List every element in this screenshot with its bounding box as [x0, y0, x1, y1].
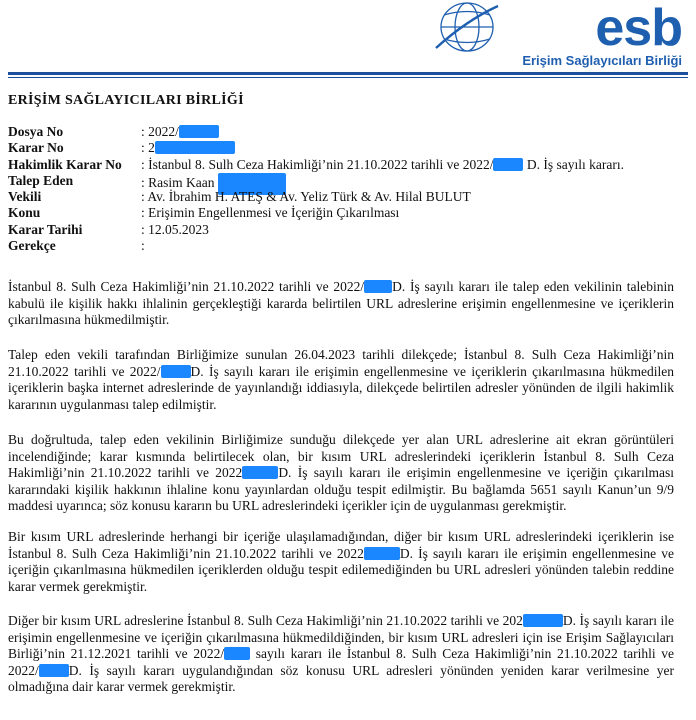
redaction-box — [155, 141, 235, 154]
field-value: : 2022/ — [141, 124, 688, 140]
redaction-box — [523, 614, 563, 627]
redaction-box — [161, 365, 191, 378]
paragraph: İstanbul 8. Sulh Ceza Hakimliği’nin 21.10.2022 tarihli ve 2022/ D. İş sayılı kararı ile talep eden vekilinin talebinin kabulü ile kişilik hakkı ihlalinin gerçekleştiği kararda belirtilen URL adreslerine erişimin engellenmesine ve içeriklerin çıkarılmasına hükmedilmiştir. — [8, 279, 674, 327]
field-label: Gerekçe — [8, 238, 56, 254]
redaction-box — [179, 125, 219, 138]
field-konu — [8, 205, 688, 221]
redaction-box — [39, 664, 69, 677]
paragraph: Bir kısım URL adreslerinde herhangi bir içeriğe ulaşılamadığından, diğer bir kısım URL adreslerindeki içeriklerin ise İstanbul 8. Sulh Ceza Hakimliği’nin 21.10.2022 tarihli ve 2022 D. İş sayılı kararı ile erişimin engellenmesine ve içeriğin çıkarılmasına hükmedilen içeriklerden olduğu tespit edilemediğinden bu URL adresleri yönünden talebin reddine karar vermek gerekmiştir. — [8, 529, 674, 594]
field-label: Dosya No — [8, 124, 64, 139]
header-rule — [8, 72, 688, 75]
field-value: : İstanbul 8. Sulh Ceza Hakimliği’nin 21.10.2022 tarihli ve 2022/ D. İş sayılı kararı. — [141, 156, 624, 172]
field-label: Talep Eden — [8, 172, 74, 188]
esb-logo — [432, 0, 682, 72]
globe-icon — [434, 0, 500, 56]
document-title: ERİŞİM SAĞLAYICILARI BİRLİĞİ — [8, 93, 244, 108]
redaction-box — [242, 466, 278, 479]
field-label: Karar No — [8, 140, 64, 156]
field-dosya-no — [8, 124, 688, 140]
paragraph: Talep eden vekili tarafından Birliğimize sunulan 26.04.2023 tarihli dilekçede; İstanbul 8. Sulh Ceza Hakimliği’nin 21.10.2022 tarihli ve 2022/ D. İş sayılı kararı ile erişimin engellenmesine ve içeriklerin çıkarılmasına hükmedilen içeriklerin başka internet adreslerinde de yayınlandığı iddiasıyla, dilekçede belirtilen adresler yönünden de ilgili hakimlik kararının uygulanması talep edilmiştir. — [8, 347, 674, 412]
case-details — [8, 124, 688, 254]
field-talep-eden — [8, 173, 688, 189]
redaction-box — [224, 647, 250, 660]
field-value: : 12.05.2023 — [141, 221, 209, 237]
field-value: : Av. İbrahim H. ATEŞ & Av. Yeliz Türk & Av. Hilal BULUT — [141, 189, 471, 205]
field-value: : Rasim Kaan — [141, 173, 688, 189]
field-label: Karar Tarihi — [8, 221, 83, 237]
logo-brand: esb — [595, 0, 682, 57]
header-rule-thin — [8, 77, 688, 78]
redaction-box — [493, 158, 523, 171]
field-value: : — [141, 238, 145, 254]
field-label: Vekili — [8, 189, 42, 205]
paragraph: Bu doğrultuda, talep eden vekilinin Birliğimize sunduğu dilekçede yer alan URL adreslerine ait ekran görüntüleri incelendiğinde; karar kısmında belirtilecek olan, bir kısım URL adreslerindeki içeriklerin İstanbul 8. Sulh Ceza Hakimliği’nin 21.10.2022 tarihli ve 2022 D. İş sayılı kararı ile erişimin engellenmesine ve içeriğin çıkarılması kararındaki kişilik hakkının ihlaline konu yayınlardan olduğu tespit edilmiştir. Bu bağlamda 5651 sayılı Kanun’un 9/9 maddesi uyarınca; söz konusu kararın bu URL adreslerindeki içerikler için de uygulanması gerekmiştir. — [8, 432, 674, 513]
field-label: Hakimlik Karar No — [8, 156, 122, 172]
logo-subtitle: Erişim Sağlayıcıları Birliği — [522, 53, 682, 68]
redaction-box — [364, 280, 392, 293]
field-hakimlik-karar-no — [8, 157, 688, 173]
field-gerekce — [8, 238, 688, 254]
field-karar-no — [8, 140, 688, 156]
field-label: Konu — [8, 205, 41, 221]
field-karar-tarihi — [8, 222, 688, 238]
field-vekili — [8, 189, 688, 205]
redaction-box — [364, 547, 400, 560]
field-value: : Erişimin Engellenmesi ve İçeriğin Çıkarılması — [141, 205, 400, 221]
field-value: : 2 — [141, 140, 688, 156]
paragraph: Diğer bir kısım URL adreslerine İstanbul 8. Sulh Ceza Hakimliği’nin 21.10.2022 tarihli ve 202 D. İş sayılı kararı ile erişimin engellenmesine ve içeriğin çıkarılmasına hükmedildiğinden, bir kısım URL adresleri için ise Erişim Sağlayıcıları Birliği’nin 21.12.2021 tarihli ve 2022/ sayılı kararı ile İstanbul 8. Sulh Ceza Hakimliği’nin 21.10.2022 tarihli ve 2022/ D. İş sayılı kararı uygulandığından söz konusu URL adresleri yönünden yeniden karar verilmesine yer olmadığına dair karar vermek gerekmiştir. — [8, 613, 675, 694]
